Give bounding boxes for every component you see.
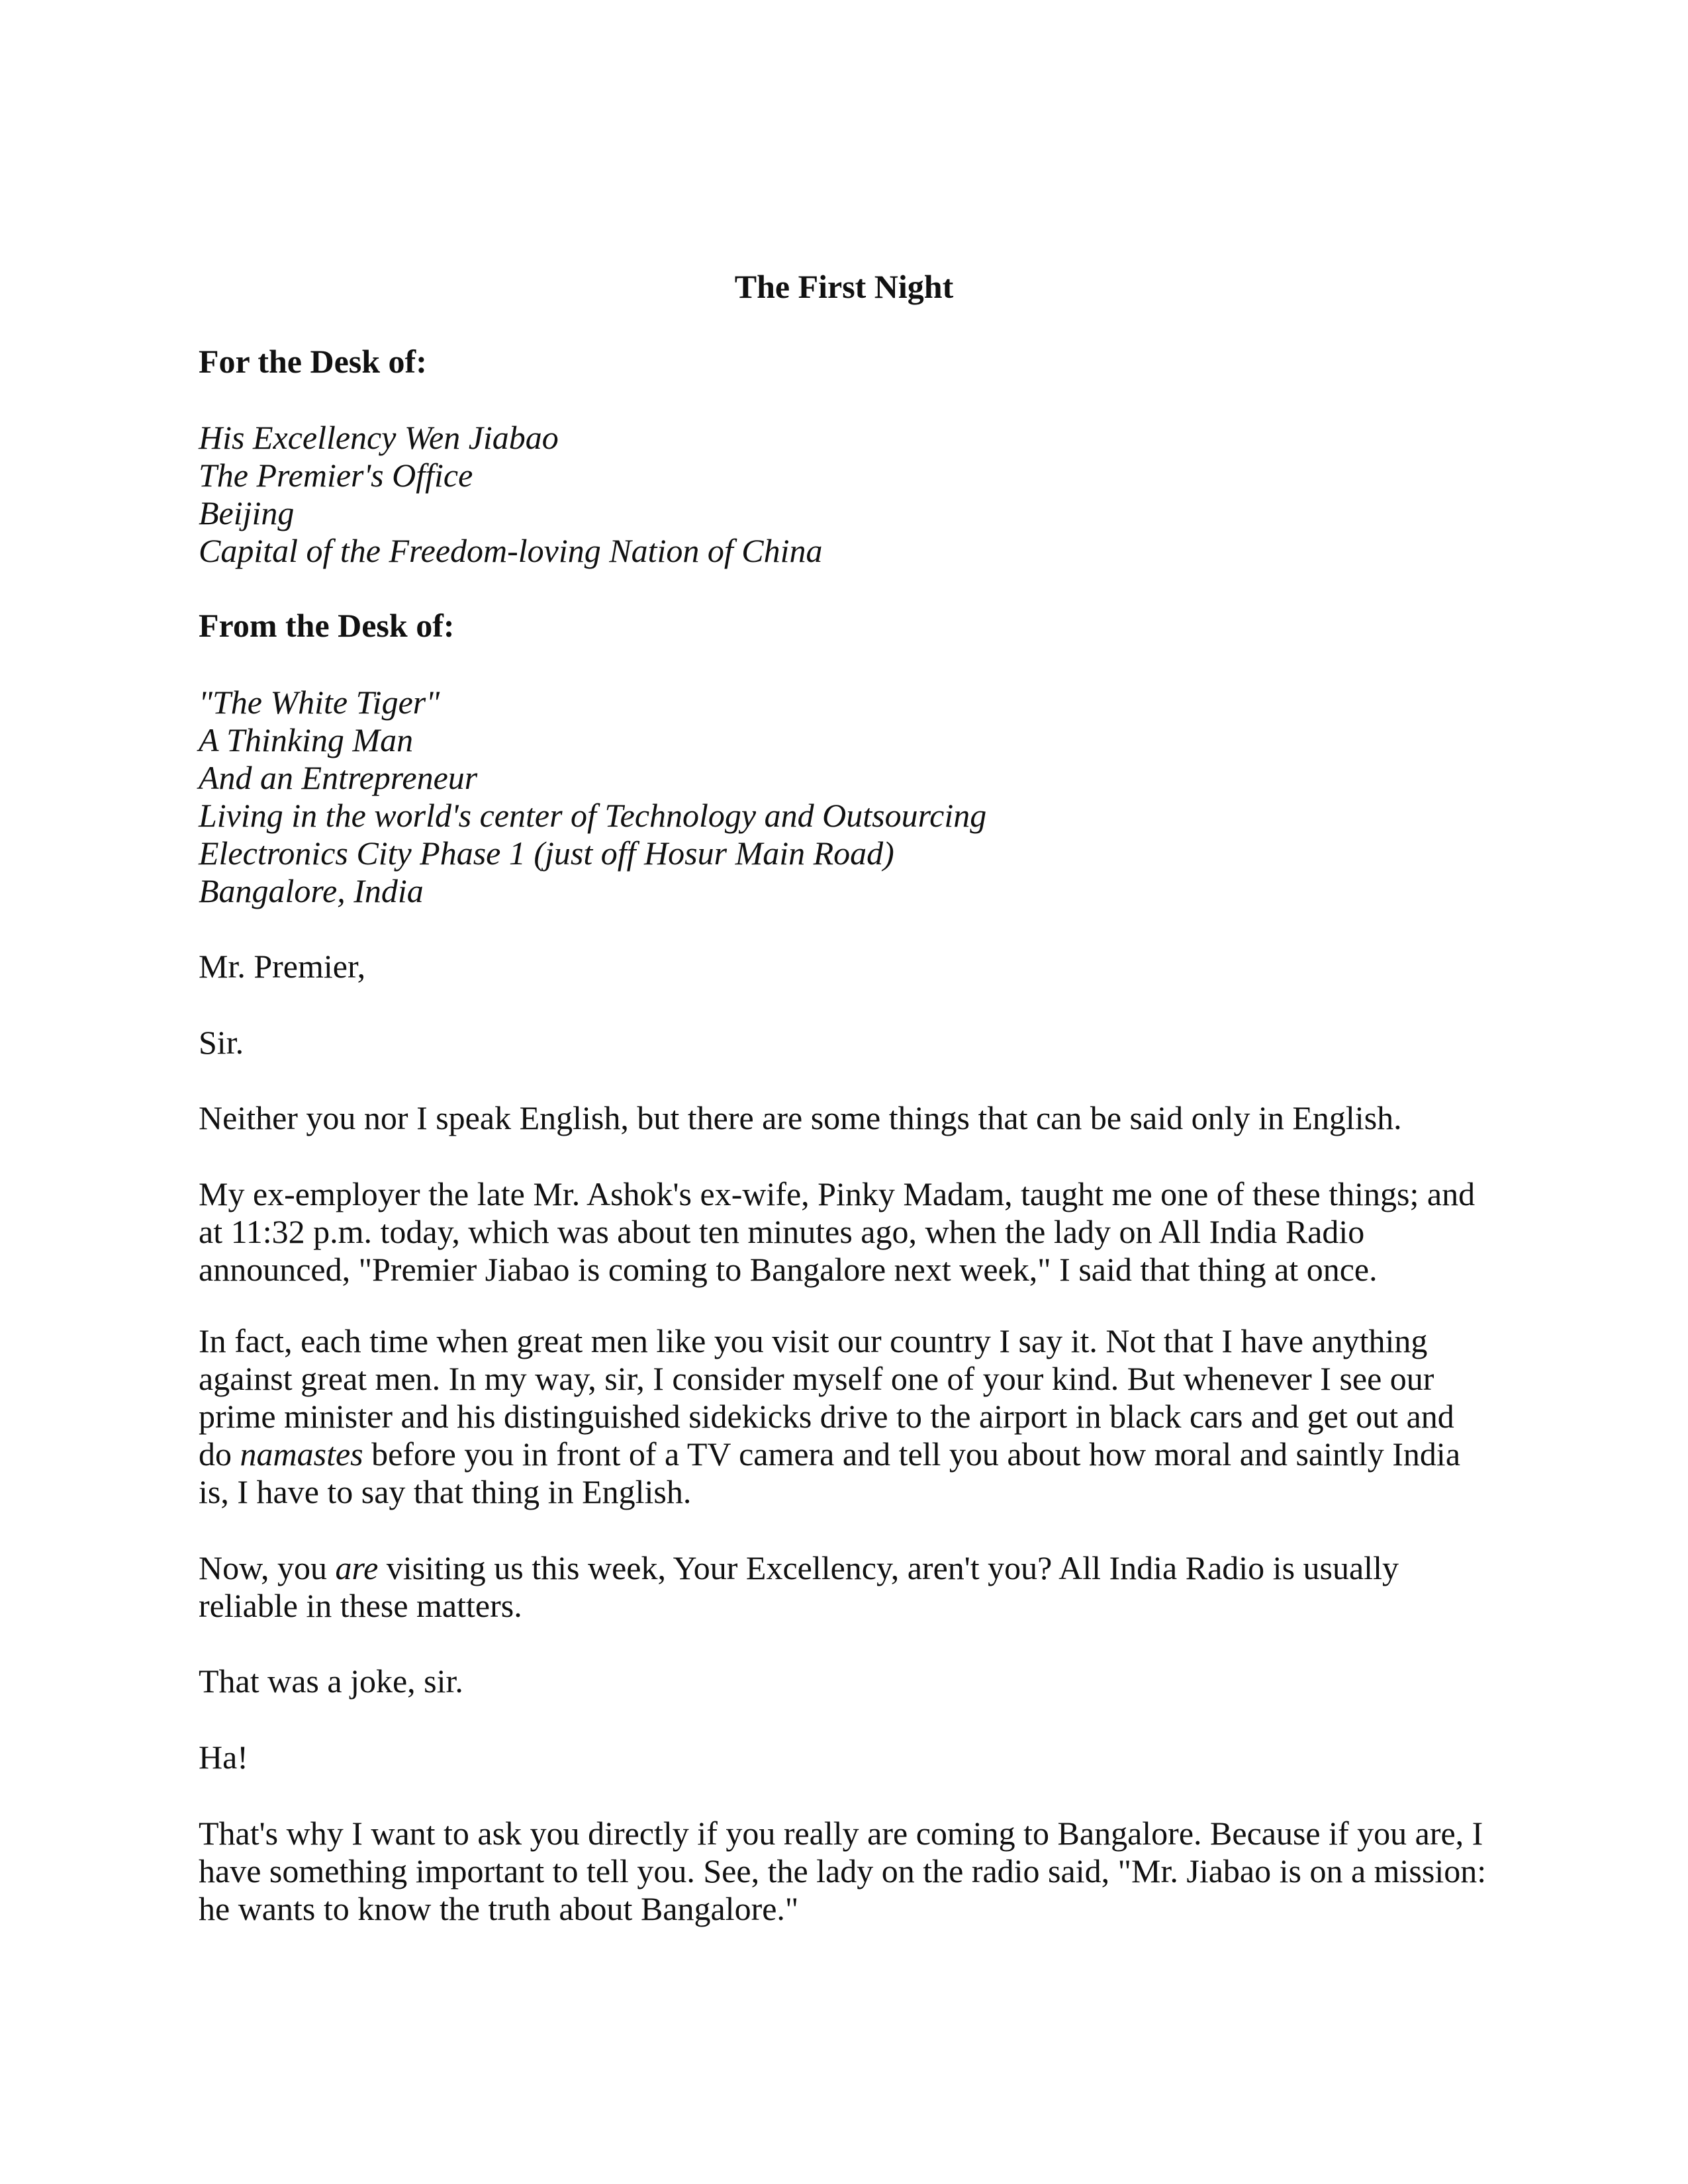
paragraph-5: That was a joke, sir. [199, 1662, 463, 1700]
from-heading: From the Desk of: [199, 607, 455, 644]
paragraph-3 [199, 1322, 1489, 1511]
paragraph-6: Ha! [199, 1739, 248, 1776]
to-address-line: The Premier's Office [199, 457, 473, 494]
paragraph-2: My ex-employer the late Mr. Ashok's ex-wife, Pinky Madam, taught me one of these things; and at 11:32 p.m. today, which was about ten minutes ago, when the lady on All India Radio announced, "Premier Jiabao is coming to Bangalore next week," I said that thing at once. [199, 1175, 1476, 1288]
from-address-line: Electronics City Phase 1 (just off Hosur Main Road) [199, 835, 894, 872]
paragraph-3-text: before you in front of a TV camera and tell you about how moral and saintly India is, I have to say that thing in English. [199, 1435, 1461, 1510]
to-heading: For the Desk of: [199, 343, 427, 380]
from-address-line: And an Entrepreneur [199, 759, 478, 796]
paragraph-4-emphasis: are [335, 1549, 379, 1586]
salutation: Mr. Premier, [199, 948, 366, 985]
paragraph-3-emphasis: namastes [240, 1435, 363, 1473]
from-address-line: "The White Tiger" [199, 684, 440, 721]
to-address-line: Beijing [199, 494, 295, 531]
paragraph-4-text: Now, you [199, 1549, 336, 1586]
from-address [199, 684, 1489, 910]
from-address-line: Bangalore, India [199, 872, 424, 909]
page-title: The First Night [734, 268, 954, 305]
paragraph-4-text: visiting us this week, Your Excellency, aren't you? All India Radio is usually reliable in these matters. [199, 1549, 1399, 1624]
sir-line: Sir. [199, 1024, 244, 1061]
paragraph-7: That's why I want to ask you directly if you really are coming to Bangalore. Because if you are, I have something important to tell you. See, the lady on the radio said, "Mr. Jiabao is on a mission: he wants to know the truth about Bangalore." [199, 1815, 1487, 1927]
from-address-line: A Thinking Man [199, 721, 414, 758]
paragraph-3-text: In fact, each time when great men like you visit our country I say it. Not that I have anything against great men. In my way, sir, I consider myself one of your kind. But whenever I see our prime minister and his distinguished sidekicks drive to the airport in black cars and get out and do [199, 1322, 1454, 1473]
to-address [199, 419, 1489, 570]
to-address-line: Capital of the Freedom-loving Nation of China [199, 532, 823, 569]
paragraph-4 [199, 1549, 1489, 1625]
paragraph-1: Neither you nor I speak English, but there are some things that can be said only in English. [199, 1099, 1402, 1136]
from-address-line: Living in the world's center of Technology and Outsourcing [199, 797, 987, 834]
to-address-line: His Excellency Wen Jiabao [199, 419, 559, 456]
